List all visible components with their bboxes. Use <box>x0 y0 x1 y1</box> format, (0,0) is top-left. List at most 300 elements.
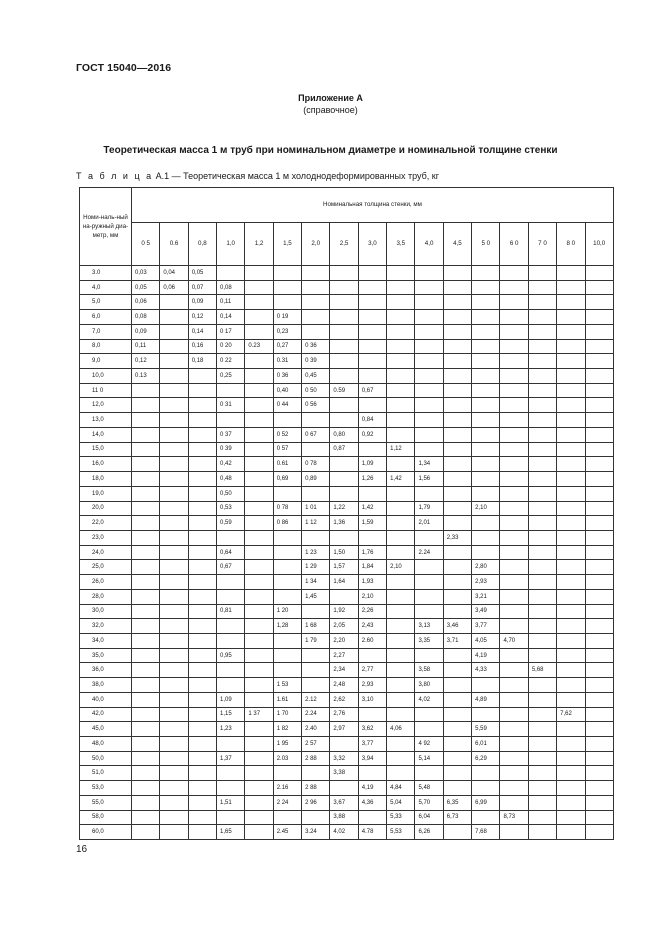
mass-cell <box>387 295 415 310</box>
mass-cell <box>330 781 358 796</box>
mass-cell <box>500 310 528 325</box>
mass-cell <box>557 722 585 737</box>
mass-cell: 4,89 <box>472 692 500 707</box>
mass-cell <box>188 795 216 810</box>
mass-cell: 0 17 <box>217 324 245 339</box>
mass-cell <box>387 633 415 648</box>
mass-cell: 2.12 <box>302 692 330 707</box>
mass-cell <box>472 457 500 472</box>
mass-cell: 0 22 <box>217 354 245 369</box>
diameter-cell: 45,0 <box>80 722 132 737</box>
mass-cell <box>132 442 160 457</box>
mass-cell <box>443 383 471 398</box>
document-code: ГОСТ 15040—2016 <box>76 62 172 74</box>
mass-cell <box>557 648 585 663</box>
mass-cell <box>472 810 500 825</box>
table-row <box>80 486 614 501</box>
diameter-cell: 58,0 <box>80 810 132 825</box>
mass-cell: 1 12 <box>302 516 330 531</box>
table-row <box>80 383 614 398</box>
mass-cell: 0 19 <box>273 310 301 325</box>
mass-cell: 1,59 <box>358 516 386 531</box>
mass-cell <box>585 560 613 575</box>
mass-cell <box>443 324 471 339</box>
mass-cell <box>160 633 188 648</box>
mass-cell: 3,71 <box>443 633 471 648</box>
mass-cell: 0,87 <box>330 442 358 457</box>
mass-cell <box>132 427 160 442</box>
table-row <box>80 751 614 766</box>
mass-cell <box>330 472 358 487</box>
mass-cell <box>358 486 386 501</box>
mass-cell <box>443 560 471 575</box>
mass-cell: 0.23 <box>245 339 273 354</box>
mass-cell <box>557 427 585 442</box>
mass-cell <box>387 413 415 428</box>
mass-cell <box>557 810 585 825</box>
mass-cell <box>330 457 358 472</box>
mass-cell: 4,06 <box>387 722 415 737</box>
mass-cell: 5,68 <box>528 663 556 678</box>
mass-cell: 0,53 <box>217 501 245 516</box>
diameter-cell: 50,0 <box>80 751 132 766</box>
mass-cell <box>245 766 273 781</box>
mass-cell <box>472 324 500 339</box>
mass-cell <box>132 648 160 663</box>
mass-cell <box>557 795 585 810</box>
mass-cell <box>528 707 556 722</box>
mass-cell <box>160 648 188 663</box>
mass-cell: 0 36 <box>273 369 301 384</box>
diameter-cell: 60,0 <box>80 825 132 840</box>
mass-cell: 5,53 <box>387 825 415 840</box>
mass-cell: 6,35 <box>443 795 471 810</box>
mass-cell: 5,70 <box>415 795 443 810</box>
mass-cell <box>443 516 471 531</box>
mass-cell <box>188 633 216 648</box>
mass-cell: 5,33 <box>387 810 415 825</box>
mass-cell <box>528 324 556 339</box>
mass-cell <box>443 575 471 590</box>
mass-cell <box>472 295 500 310</box>
mass-cell <box>245 751 273 766</box>
diameter-cell: 7,0 <box>80 324 132 339</box>
mass-cell <box>387 737 415 752</box>
mass-cell <box>528 339 556 354</box>
mass-cell <box>330 737 358 752</box>
table-row <box>80 398 614 413</box>
mass-cell: 2 88 <box>302 781 330 796</box>
mass-cell <box>132 692 160 707</box>
mass-cell: 2,26 <box>358 604 386 619</box>
diameter-cell: 3.0 <box>80 266 132 281</box>
mass-cell: 3,46 <box>443 619 471 634</box>
mass-cell <box>472 442 500 457</box>
mass-cell <box>472 266 500 281</box>
mass-cell <box>557 589 585 604</box>
mass-cell: 1,15 <box>217 707 245 722</box>
table-row <box>80 369 614 384</box>
mass-cell: 1.61 <box>273 692 301 707</box>
mass-cell <box>415 280 443 295</box>
mass-cell <box>472 383 500 398</box>
mass-cell <box>585 501 613 516</box>
mass-cell <box>387 766 415 781</box>
mass-cell <box>188 678 216 693</box>
mass-cell <box>500 280 528 295</box>
mass-cell <box>500 722 528 737</box>
mass-cell <box>132 722 160 737</box>
mass-cell <box>415 530 443 545</box>
mass-cell <box>500 707 528 722</box>
mass-cell: 0 86 <box>273 516 301 531</box>
mass-cell <box>273 486 301 501</box>
mass-cell <box>443 707 471 722</box>
mass-cell <box>557 501 585 516</box>
table-row <box>80 589 614 604</box>
mass-cell: 0,50 <box>217 486 245 501</box>
mass-cell <box>217 737 245 752</box>
mass-cell: 0,09 <box>188 295 216 310</box>
mass-cell <box>273 810 301 825</box>
mass-cell <box>245 781 273 796</box>
mass-cell <box>132 795 160 810</box>
diameter-cell: 32,0 <box>80 619 132 634</box>
mass-cell <box>415 604 443 619</box>
mass-cell: 3,80 <box>415 678 443 693</box>
mass-cell <box>415 354 443 369</box>
mass-cell <box>273 413 301 428</box>
mass-cell <box>528 751 556 766</box>
mass-cell <box>302 280 330 295</box>
mass-cell <box>528 369 556 384</box>
mass-cell <box>443 442 471 457</box>
mass-cell: 6,99 <box>472 795 500 810</box>
mass-cell <box>217 589 245 604</box>
mass-cell: 4,02 <box>415 692 443 707</box>
mass-cell <box>302 442 330 457</box>
mass-cell: 1 95 <box>273 737 301 752</box>
mass-cell: 1,37 <box>217 751 245 766</box>
mass-cell <box>302 678 330 693</box>
mass-cell <box>188 707 216 722</box>
mass-cell <box>302 266 330 281</box>
mass-cell: 4,02 <box>330 825 358 840</box>
mass-cell <box>500 486 528 501</box>
mass-cell <box>415 722 443 737</box>
mass-cell <box>358 369 386 384</box>
diameter-cell: 55,0 <box>80 795 132 810</box>
mass-cell <box>500 604 528 619</box>
diameter-cell: 30,0 <box>80 604 132 619</box>
mass-cell <box>273 589 301 604</box>
mass-cell <box>245 604 273 619</box>
mass-cell <box>500 516 528 531</box>
mass-cell <box>585 737 613 752</box>
mass-cell <box>557 457 585 472</box>
mass-cell: 0,06 <box>132 295 160 310</box>
mass-cell: 0.61 <box>273 457 301 472</box>
mass-cell: 3,77 <box>472 619 500 634</box>
diameter-cell: 13,0 <box>80 413 132 428</box>
mass-cell: 0 44 <box>273 398 301 413</box>
mass-cell: 1,92 <box>330 604 358 619</box>
mass-cell <box>443 604 471 619</box>
mass-cell <box>188 516 216 531</box>
mass-cell <box>387 604 415 619</box>
mass-cell <box>557 825 585 840</box>
mass-cell <box>387 530 415 545</box>
mass-cell <box>387 678 415 693</box>
mass-cell: 0,18 <box>188 354 216 369</box>
mass-cell: 2,93 <box>472 575 500 590</box>
mass-cell <box>500 442 528 457</box>
mass-cell: 1,45 <box>302 589 330 604</box>
thickness-header: 5 0 <box>472 223 500 266</box>
mass-cell: 4.78 <box>358 825 386 840</box>
mass-cell <box>160 310 188 325</box>
mass-cell <box>585 369 613 384</box>
mass-cell <box>528 545 556 560</box>
mass-cell: 4,33 <box>472 663 500 678</box>
mass-cell: 0.31 <box>273 354 301 369</box>
mass-cell <box>132 457 160 472</box>
mass-cell: 0,08 <box>217 280 245 295</box>
mass-cell: 2,93 <box>358 678 386 693</box>
mass-cell <box>557 619 585 634</box>
mass-cell <box>528 457 556 472</box>
mass-cell: 0.13 <box>132 369 160 384</box>
mass-cell <box>358 648 386 663</box>
mass-cell <box>188 369 216 384</box>
thickness-header: 4,5 <box>443 223 471 266</box>
mass-cell <box>245 825 273 840</box>
mass-cell <box>585 280 613 295</box>
thickness-header: 4,0 <box>415 223 443 266</box>
mass-cell <box>528 530 556 545</box>
mass-cell <box>188 722 216 737</box>
mass-cell: 5,48 <box>415 781 443 796</box>
mass-cell <box>188 781 216 796</box>
mass-cell: 0 39 <box>217 442 245 457</box>
mass-cell <box>443 310 471 325</box>
mass-cell <box>472 354 500 369</box>
mass-cell <box>528 692 556 707</box>
mass-cell <box>500 427 528 442</box>
mass-cell <box>160 751 188 766</box>
mass-cell: 3,21 <box>472 589 500 604</box>
mass-cell <box>245 457 273 472</box>
mass-cell <box>500 295 528 310</box>
diameter-cell: 53,0 <box>80 781 132 796</box>
mass-cell <box>415 383 443 398</box>
mass-cell <box>557 604 585 619</box>
mass-cell <box>415 442 443 457</box>
mass-cell <box>188 751 216 766</box>
table-row <box>80 427 614 442</box>
mass-cell <box>500 766 528 781</box>
mass-cell: 1,23 <box>217 722 245 737</box>
mass-cell <box>387 619 415 634</box>
mass-cell <box>443 413 471 428</box>
table-caption <box>76 171 439 181</box>
mass-cell <box>245 530 273 545</box>
mass-cell: 7,68 <box>472 825 500 840</box>
mass-cell: 1 53 <box>273 678 301 693</box>
mass-cell: 2.03 <box>273 751 301 766</box>
mass-cell <box>188 472 216 487</box>
mass-cell <box>245 501 273 516</box>
mass-cell: 0 50 <box>302 383 330 398</box>
mass-cell: 4 92 <box>415 737 443 752</box>
mass-cell <box>188 427 216 442</box>
mass-cell: 0 36 <box>302 339 330 354</box>
mass-cell <box>160 501 188 516</box>
mass-cell <box>217 530 245 545</box>
mass-cell: 0,48 <box>217 472 245 487</box>
mass-cell <box>245 560 273 575</box>
table-row <box>80 280 614 295</box>
thickness-header: 0 5 <box>132 223 160 266</box>
mass-cell: 1,84 <box>358 560 386 575</box>
mass-cell: 2,33 <box>443 530 471 545</box>
mass-cell <box>330 266 358 281</box>
mass-cell <box>188 663 216 678</box>
mass-cell <box>415 560 443 575</box>
diameter-cell: 24,0 <box>80 545 132 560</box>
mass-cell <box>585 472 613 487</box>
mass-cell: 0,40 <box>273 383 301 398</box>
mass-cell <box>387 427 415 442</box>
mass-cell <box>528 266 556 281</box>
mass-cell <box>557 692 585 707</box>
mass-cell: 1,42 <box>387 472 415 487</box>
mass-cell <box>188 648 216 663</box>
table-row <box>80 722 614 737</box>
mass-cell <box>585 810 613 825</box>
mass-cell <box>500 619 528 634</box>
mass-cell <box>160 795 188 810</box>
mass-cell <box>500 678 528 693</box>
mass-cell <box>217 266 245 281</box>
mass-cell <box>132 619 160 634</box>
mass-cell: 0,25 <box>217 369 245 384</box>
mass-cell <box>217 575 245 590</box>
table-row <box>80 295 614 310</box>
mass-cell <box>500 457 528 472</box>
mass-cell: 0,03 <box>132 266 160 281</box>
mass-cell <box>585 486 613 501</box>
mass-cell <box>500 781 528 796</box>
mass-cell <box>330 339 358 354</box>
mass-cell <box>557 310 585 325</box>
table-row <box>80 442 614 457</box>
table-row <box>80 678 614 693</box>
mass-cell <box>245 398 273 413</box>
mass-cell <box>585 339 613 354</box>
mass-cell <box>387 692 415 707</box>
mass-cell <box>443 751 471 766</box>
mass-cell <box>585 707 613 722</box>
table-row <box>80 545 614 560</box>
mass-cell <box>500 369 528 384</box>
mass-cell: 3,62 <box>358 722 386 737</box>
mass-cell <box>245 310 273 325</box>
mass-cell <box>415 295 443 310</box>
mass-cell <box>273 545 301 560</box>
mass-cell: 4,05 <box>472 633 500 648</box>
mass-cell <box>472 545 500 560</box>
mass-cell: 0,06 <box>160 280 188 295</box>
mass-cell <box>585 678 613 693</box>
mass-cell <box>358 707 386 722</box>
mass-cell <box>472 369 500 384</box>
diameter-cell: 42,0 <box>80 707 132 722</box>
mass-cell: 2,01 <box>415 516 443 531</box>
mass-cell: 0,14 <box>217 310 245 325</box>
mass-cell <box>387 280 415 295</box>
mass-cell: 6,01 <box>472 737 500 752</box>
mass-cell <box>472 678 500 693</box>
mass-cell <box>585 442 613 457</box>
diameter-cell: 11 0 <box>80 383 132 398</box>
mass-cell <box>557 575 585 590</box>
diameter-cell: 40,0 <box>80 692 132 707</box>
mass-cell <box>585 751 613 766</box>
mass-cell: 3,67 <box>330 795 358 810</box>
mass-cell: 1,28 <box>273 619 301 634</box>
mass-cell <box>358 280 386 295</box>
thickness-header: 2,5 <box>330 223 358 266</box>
mass-cell <box>330 295 358 310</box>
mass-cell <box>472 339 500 354</box>
mass-cell: 0,09 <box>132 324 160 339</box>
mass-cell <box>557 766 585 781</box>
mass-cell <box>557 633 585 648</box>
mass-cell: 3,32 <box>330 751 358 766</box>
appendix-heading <box>0 92 661 116</box>
mass-cell: 1 20 <box>273 604 301 619</box>
mass-cell <box>528 604 556 619</box>
table-row <box>80 766 614 781</box>
mass-cell <box>358 266 386 281</box>
mass-cell <box>557 324 585 339</box>
mass-cell: 0 56 <box>302 398 330 413</box>
mass-cell <box>528 472 556 487</box>
mass-cell <box>387 369 415 384</box>
mass-cell <box>443 825 471 840</box>
mass-cell <box>443 266 471 281</box>
table-row <box>80 560 614 575</box>
mass-cell <box>245 516 273 531</box>
mass-cell <box>443 369 471 384</box>
mass-cell <box>302 295 330 310</box>
mass-cell <box>472 413 500 428</box>
mass-cell <box>585 766 613 781</box>
table-row <box>80 324 614 339</box>
mass-cell <box>387 354 415 369</box>
mass-cell <box>500 663 528 678</box>
mass-cell: 4,19 <box>472 648 500 663</box>
thickness-header: 1,2 <box>245 223 273 266</box>
mass-cell: 2,10 <box>387 560 415 575</box>
mass-cell: 2,05 <box>330 619 358 634</box>
diameter-cell: 38,0 <box>80 678 132 693</box>
mass-cell: 3,38 <box>330 766 358 781</box>
thickness-group-header: Номинальная толщина стенки, мм <box>132 188 614 223</box>
mass-cell <box>557 545 585 560</box>
mass-cell <box>500 398 528 413</box>
